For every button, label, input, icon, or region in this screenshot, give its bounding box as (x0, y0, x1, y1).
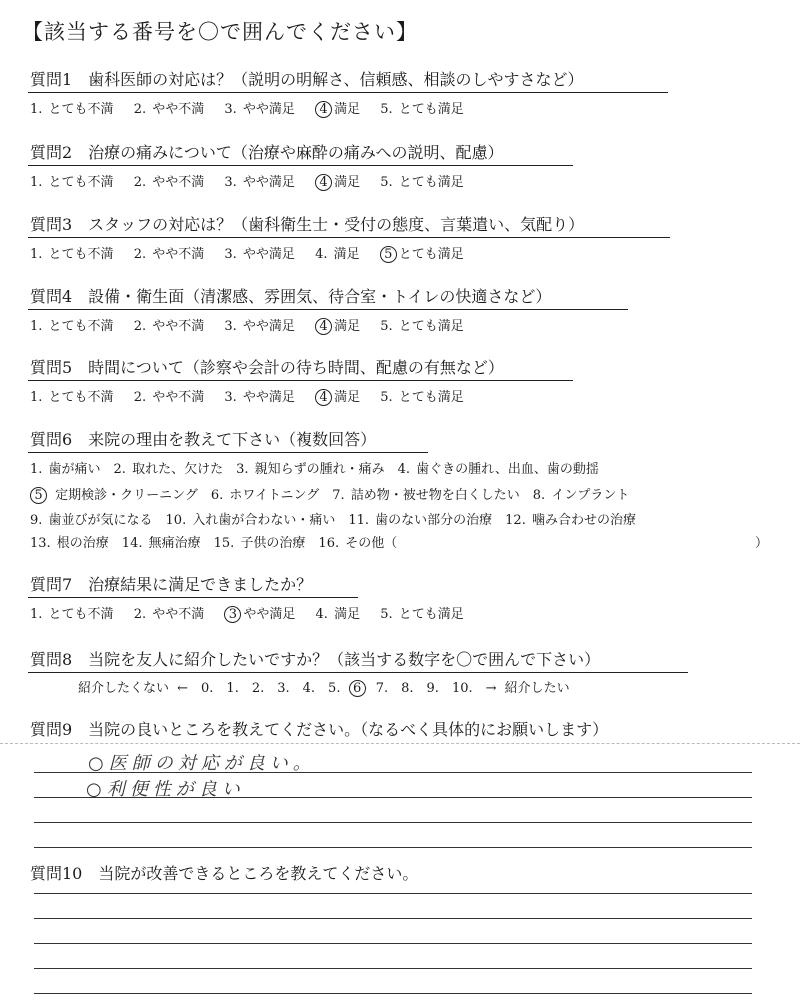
q1-option-4-label: 満足 (334, 102, 361, 117)
q7-option-2[interactable]: 2. やや不満 (133, 607, 205, 622)
answer-line (34, 822, 752, 823)
question-3-underline (28, 237, 670, 238)
q3-option-5-label: とても満足 (398, 247, 464, 262)
q2-option-4-selected[interactable] (315, 171, 360, 191)
question-2-underline (28, 165, 573, 166)
q3-option-4[interactable]: 4. 満足 (315, 247, 360, 262)
q7-option-1[interactable]: 1. とても不満 (30, 607, 114, 622)
q8-scale-left: 紹介したくない ← 0. 1. 2. 3. 4. 5. (78, 681, 341, 696)
q3-option-2[interactable]: 2. やや不満 (133, 247, 205, 262)
q4-option-5[interactable]: 5. とても満足 (380, 319, 464, 334)
q6-row-2-text: 定期検診・クリーニング 6. ホワイトニング 7. 詰め物・被せ物を白くしたい 8. インプラント (55, 488, 630, 503)
question-8-title: 質問8 当院を友人に紹介したいですか？（該当する数字を〇で囲んで下さい） (30, 650, 601, 669)
q3-option-5-selected[interactable] (380, 243, 464, 263)
question-10-title: 質問10 当院が改善できるところを教えてください。 (30, 864, 419, 883)
q5-option-5-selected[interactable] (315, 386, 360, 406)
q6-row-2[interactable] (30, 484, 629, 504)
question-6-title: 質問6 来院の理由を教えて下さい（複数回答） (30, 430, 377, 449)
question-5-underline (28, 380, 573, 381)
q4-option-4-label: 満足 (334, 319, 361, 334)
q1-option-3[interactable]: 3. やや満足 (224, 102, 295, 117)
q5-option-3[interactable]: 3. やや満足 (224, 390, 295, 405)
q6-circle-mark: 5 (30, 487, 47, 504)
question-4-title: 質問4 設備・衛生面（清潔感、雰囲気、待合室・トイレの快適さなど） (30, 287, 552, 306)
form-header: 【該当する番号を〇で囲んでください】 (22, 20, 418, 44)
q5-circle-mark: 4 (315, 389, 332, 406)
fold-line (0, 743, 800, 744)
q8-scale[interactable] (78, 677, 570, 697)
q8-circle-mark: 6 (349, 680, 366, 697)
q2-option-2[interactable]: 2. やや不満 (133, 175, 205, 190)
q2-option-1[interactable]: 1. とても不満 (30, 175, 114, 190)
answer-line (34, 847, 752, 848)
q6-row-1[interactable]: 1. 歯が痛い 2. 取れた、欠けた 3. 親知らずの腫れ・痛み 4. 歯ぐきの腫れ、出血、歯の動揺 (30, 462, 599, 477)
q5-option-5[interactable]: 5. とても満足 (380, 390, 464, 405)
q5-option-2[interactable]: 2. やや不満 (133, 390, 205, 405)
q8-scale-right: 7. 8. 9. 10. → 紹介したい (375, 681, 570, 696)
q4-option-2[interactable]: 2. やや不満 (133, 319, 205, 334)
question-4-underline (28, 309, 628, 310)
answer-line (34, 943, 752, 944)
question-3-title: 質問3 スタッフの対応は？（歯科衛生士・受付の態度、言葉遣い、気配り） (30, 215, 585, 234)
q2-option-3[interactable]: 3. やや満足 (224, 175, 295, 190)
question-9-title: 質問9 当院の良いところを教えてください。（なるべく具体的にお願いします） (30, 720, 609, 739)
question-2-title: 質問2 治療の痛みについて（治療や麻酔の痛みへの説明、配慮） (30, 143, 504, 162)
answer-line (34, 968, 752, 969)
question-5-options (30, 386, 478, 406)
q1-circle-mark: 4 (315, 101, 332, 118)
q4-option-3[interactable]: 3. やや満足 (224, 319, 295, 334)
q6-other-close-paren: ） (755, 536, 769, 551)
question-5-title: 質問5 時間について（診察や会計の待ち時間、配慮の有無など） (30, 358, 504, 377)
q9-handwritten-answer-1[interactable]: ○医師の対応が良い。 (88, 753, 316, 774)
q9-handwritten-answer-2[interactable]: ○利便性が良い (86, 779, 245, 800)
q5-option-4-label: 満足 (334, 390, 361, 405)
q7-option-5[interactable]: 5. とても満足 (380, 607, 464, 622)
q1-option-1[interactable]: 1. とても不満 (30, 102, 114, 117)
question-7-underline (28, 597, 358, 598)
question-4-options (30, 315, 478, 335)
answer-line (34, 918, 752, 919)
question-1-title: 質問1 歯科医師の対応は？（説明の明解さ、信頼感、相談のしやすさなど） (30, 70, 584, 89)
q1-option-2[interactable]: 2. やや不満 (133, 102, 205, 117)
question-2-options (30, 171, 478, 191)
question-3-options (30, 243, 478, 263)
q4-circle-mark: 4 (315, 318, 332, 335)
q2-option-5[interactable]: 5. とても満足 (380, 175, 464, 190)
q1-option-5[interactable]: 5. とても満足 (380, 102, 464, 117)
question-1-options (30, 98, 478, 118)
q3-option-3[interactable]: 3. やや満足 (224, 247, 295, 262)
q6-row-4-text: 13. 根の治療 14. 無痛治療 15. 子供の治療 16. その他（ (30, 536, 398, 551)
q1-option-4-selected[interactable] (315, 98, 360, 118)
question-8-underline (28, 672, 688, 673)
q4-option-1[interactable]: 1. とても不満 (30, 319, 114, 334)
q6-row-3[interactable]: 9. 歯並びが気になる 10. 入れ歯が合わない・痛い 11. 歯のない部分の治療 12. 噛み合わせの治療 (30, 513, 636, 528)
question-7-options (30, 603, 478, 623)
q7-circle-mark: 3 (224, 606, 241, 623)
q7-option-4[interactable]: 4. 満足 (315, 607, 361, 622)
q5-option-1[interactable]: 1. とても不満 (30, 390, 114, 405)
question-1-underline (28, 92, 668, 93)
answer-line (34, 893, 752, 894)
q3-circle-mark: 5 (380, 246, 397, 263)
q7-option-3-selected[interactable] (224, 603, 295, 623)
q7-option-3-label: やや満足 (243, 607, 296, 622)
question-7-title: 質問7 治療結果に満足できましたか？ (30, 575, 313, 594)
q3-option-1[interactable]: 1. とても不満 (30, 247, 114, 262)
question-6-underline (28, 452, 428, 453)
q2-circle-mark: 4 (315, 174, 332, 191)
answer-line (34, 993, 752, 994)
q6-row-4[interactable] (30, 532, 397, 551)
q2-option-4-label: 満足 (334, 175, 361, 190)
q4-option-4-selected[interactable] (315, 315, 360, 335)
